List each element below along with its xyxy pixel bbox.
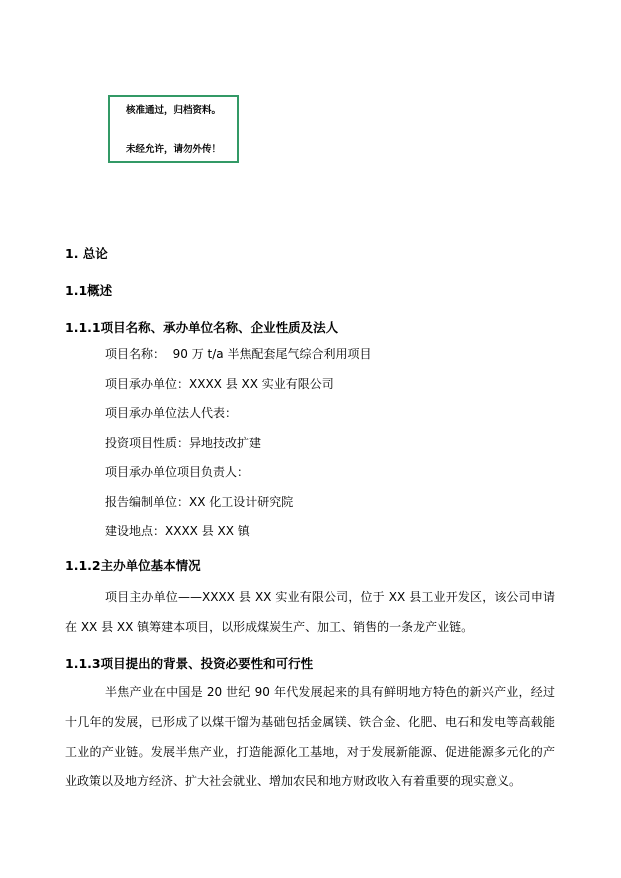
heading-overview: 1. 总论 <box>65 246 108 261</box>
stamp-line-1: 核准通过，归档资料。 <box>125 104 221 116</box>
legal-representative-line: 项目承办单位法人代表： <box>105 406 238 420</box>
project-leader-line: 项目承办单位项目负责人： <box>105 465 250 479</box>
construction-site-line: 建设地点：XXXX 县 XX 镇 <box>105 524 250 538</box>
stamp-line-2: 未经允许，请勿外传！ <box>125 143 221 155</box>
approval-stamp <box>108 95 239 163</box>
background-paragraph: 半焦产业在中国是 20 世纪 90 年代发展起来的具有鲜明地方特色的新兴产业，经过十几年的发展，已形成了以煤干馏为基础包括金属镁、铁合金、化肥、电石和发电等高载能工业的产业链。发展半焦产业，打造能源化工基地，对于发展新能源、促进能源多元化的产业政策以及地方经济、扩大社会就业、增加农民和地方财政收入有着重要的现实意义。 <box>65 685 555 789</box>
host-unit-paragraph: 项目主办单位——XXXX 县 XX 实业有限公司，位于 XX 县工业开发区，该公司申请在 XX 县 XX 镇筹建本项目，以形成煤炭生产、加工、销售的一条龙产业链。 <box>65 590 555 634</box>
project-info-list <box>105 340 565 547</box>
undertaking-unit-line: 项目承办单位：XXXX 县 XX 实业有限公司 <box>105 376 334 391</box>
report-compiler-line: 报告编制单位：XX 化工设计研究院 <box>105 494 294 509</box>
heading-background-necessity: 1.1.3项目提出的背景、投资必要性和可行性 <box>65 656 314 671</box>
heading-summary: 1.1概述 <box>65 283 113 298</box>
heading-project-name-section: 1.1.1项目名称、承办单位名称、企业性质及法人 <box>65 320 339 335</box>
project-name-line: 项目名称： 90 万 t/a 半焦配套尾气综合利用项目 <box>105 347 372 361</box>
investment-nature-line: 投资项目性质：异地技改扩建 <box>105 435 262 450</box>
heading-host-unit-basics: 1.1.2主办单位基本情况 <box>65 558 201 573</box>
